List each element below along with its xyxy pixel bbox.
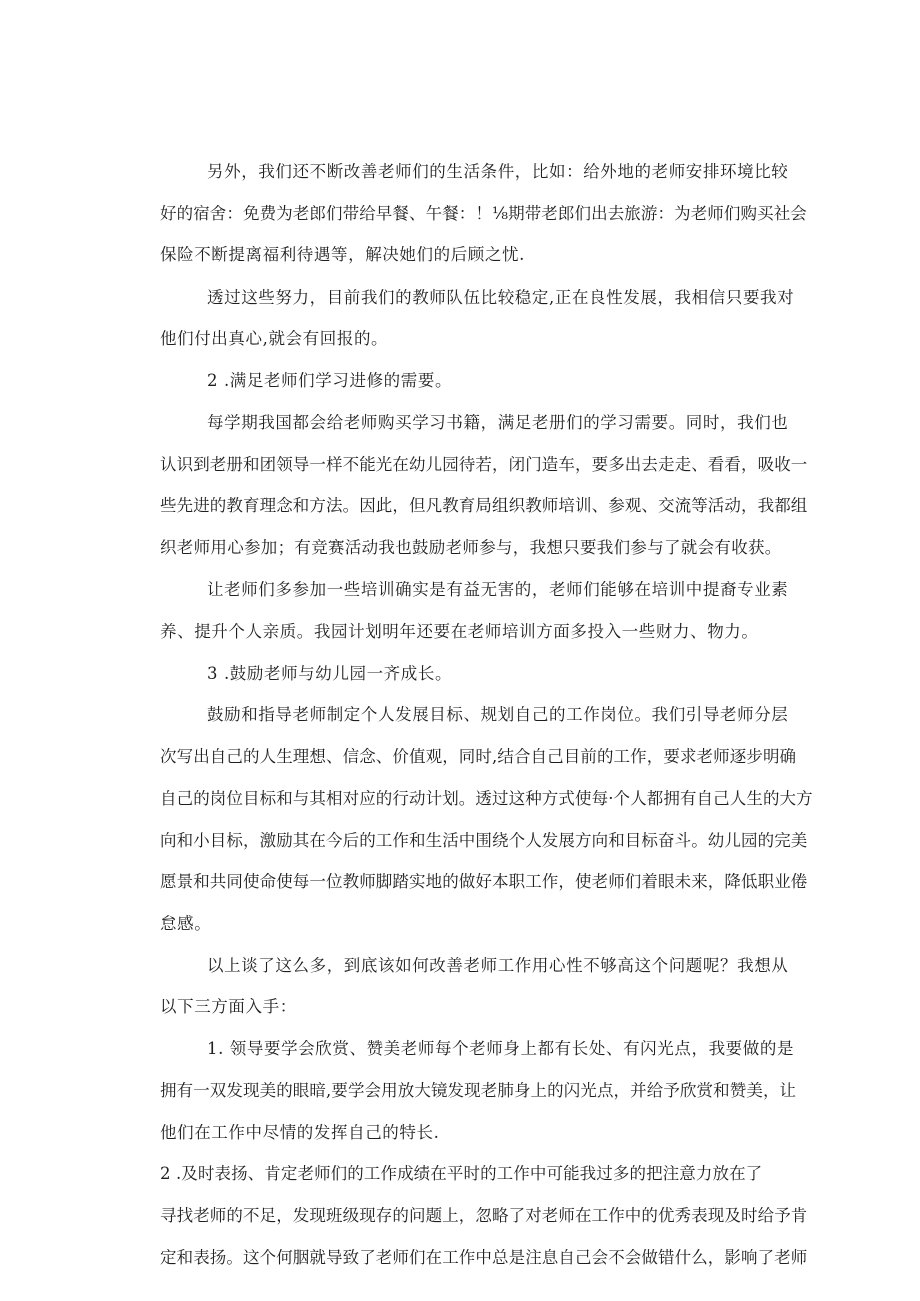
paragraph-line: 以下三方面入手：	[160, 997, 297, 1016]
paragraph-line: 养、提升个人亲质。我园计划明年还要在老师培训方面多投入一些财力、物力。	[160, 622, 759, 641]
paragraph-line: 鼓励和指导老师制定个人发展目标、规划自己的工作岗位。我们引导老师分层	[207, 705, 789, 724]
paragraph-line: 愿景和共同使命使每一位教师脚踏实地的做好本职工作，使老师们着眼未来，降低职业倦	[160, 872, 808, 891]
paragraph-line: 每学期我国都会给老师购买学习书籍，满足老册们的学习需要。同时，我们也	[207, 413, 789, 432]
list-item-2: 2 .及时表扬、肯定老师们的工作成绩在平时的工作中可能我过多的把注意力放在了	[160, 1164, 763, 1183]
paragraph-line: 他们在工作中尽情的发挥自己的特长.	[160, 1123, 440, 1142]
section-heading: 2 .满足老师们学习进修的需要。	[207, 371, 453, 390]
paragraph-line: 好的宿舍：免费为老郎们带给早餐、午餐：！⅛期带老郎们出去旅游：为老师们购买社会	[160, 204, 807, 223]
paragraph-line: 定和表扬。这个何胭就导致了老师们在工作中总是注息自己会不会做错什么，影响了老师	[160, 1248, 808, 1267]
paragraph-line: 他们付出真心,就会有回报的。	[160, 329, 389, 348]
paragraph-line: 让老师们多参加一些培训确实是有益无害的，老师们能够在培训中提裔专业素	[207, 580, 789, 599]
paragraph-line: 认识到老册和团领导一样不能光在幼儿园待若，闭门造车，要多出去走走、看看，吸收一	[160, 455, 808, 474]
paragraph-line: 另外，我们还不断改善老师们的生活条件，比如：给外地的老师安排环境比较	[207, 162, 789, 181]
paragraph-line: 保险不断提离福利待遇等，解决她们的后顾之忧.	[160, 245, 525, 264]
paragraph-line: 怠感。	[160, 914, 212, 933]
paragraph-line: 自己的岗位目标和与其相对应的行动计划。透过这种方式使每·个人都拥有自己人生的大方	[160, 789, 813, 808]
paragraph-line: 织老师用心参加；有竞赛活动我也鼓励老师参与，我想只要我们参与了就会有收获。	[160, 538, 782, 557]
paragraph-line: 拥有一双发现美的眼暗,要学会用放大镜发现老肺身上的闪光点，并给予欣赏和赞美，让	[160, 1081, 797, 1100]
paragraph-line: 以上谈了这么多，到底该如何改善老师工作用心性不够高这个问题呢？我想从	[207, 956, 789, 975]
paragraph-line: 透过这些努力，目前我们的教师队伍比较稳定,正在良性发展，我相信只要我对	[207, 288, 795, 307]
paragraph-line: 向和小目标，激励其在今后的工作和生活中围绕个人发展方向和目标奋斗。幼儿园的完美	[160, 831, 808, 850]
paragraph-line: 些先进的教育理念和方法。因此，但凡教育局组织教师培训、参观、交流等活动，我都组	[160, 496, 808, 515]
paragraph-line: 次写出自己的人生理想、信念、价值观，同时,结合自己目前的工作，要求老师逐步明确	[160, 747, 797, 766]
paragraph-line: 寻找老师的不足，发现班级现存的问题上，忽略了对老师在工作中的优秀表现及时给予肯	[160, 1206, 808, 1225]
section-heading: 3 .鼓励老师与幼儿园一齐成长。	[207, 664, 453, 683]
list-item-1: 1. 领导要学会欣赏、赞美老师每个老师身上都有长处、有闪光点，我要做的是	[207, 1039, 795, 1058]
